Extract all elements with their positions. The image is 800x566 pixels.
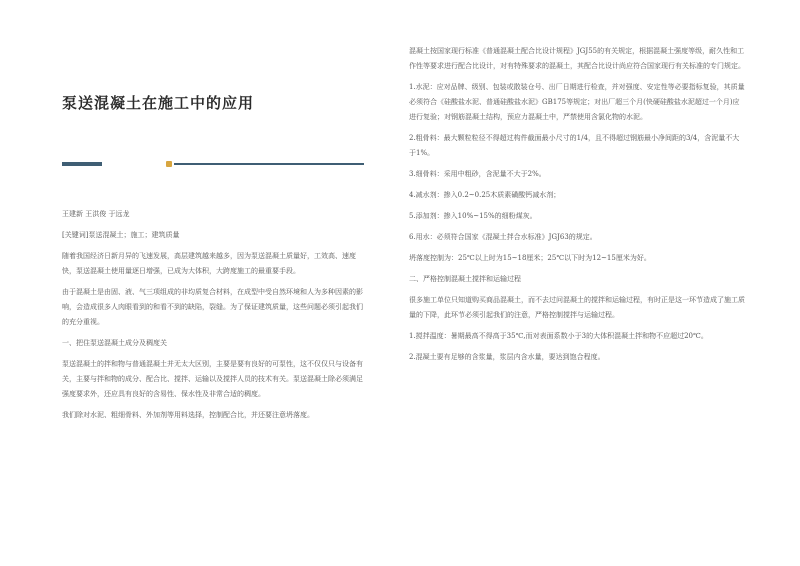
- right-paragraph: 2.混凝土要有足够的含浆量，浆层内含水量，要达到饱合程度。: [409, 353, 605, 361]
- right-paragraph: 2.粗骨料：最大颗粒粒径不得超过构件截面最小尺寸的1/4，且不得超过钢筋最小净间距的3/4，含泥量不大于1%。: [409, 134, 740, 157]
- article-title: 泵送混凝土在施工中的应用: [62, 94, 255, 112]
- left-paragraph: 泵送混凝土的拌和物与普通混凝土并无太大区别，主要是要有良好的可泵性，这不仅仅只与设备有关，主要与拌和物的成分、配合比、搅拌、运输以及搅拌人员的技术有关。泵送混凝土除必须满足强度要求外，还应具有良好的含易性、保水性及非常合适的稠度。: [62, 360, 363, 398]
- right-column: [409, 44, 745, 371]
- left-paragraph: 由于混凝土是由固、液、气三项组成的非均质复合材料，在成型中受自然环境和人为多种因素的影响，会造成很多人肉眼看到的和看不到的缺陷，裂缝。为了保证建筑质量，这些问题必须引起我们的充分重视。: [62, 288, 363, 326]
- right-paragraph: 4.减水剂：掺入0.2~0.25木质素磺酸钙减水剂；: [409, 191, 561, 199]
- title-divider: [62, 162, 364, 166]
- right-paragraph: 混凝土按国家现行标准《普通混凝土配合比设计规程》JGJ55的有关规定，根据混凝土强度等级，耐久性和工作性等要求进行配合比设计，对有特殊要求的混凝土，其配合比设计尚应符合国家现行有关标准的专门规定。: [409, 47, 745, 70]
- divider-bar-left: [62, 162, 102, 166]
- divider-bar-right: [174, 163, 364, 165]
- right-paragraph: 坍落度控制为：25℃以上时为15~18厘米；25℃以下时为12~15厘米为好。: [409, 254, 651, 262]
- right-paragraph: 6.用水：必须符合国家《混凝土拌合水标准》JGJ63的规定。: [409, 233, 597, 241]
- divider-accent-dot: [166, 161, 172, 167]
- section-heading-2: 二、严格控制混凝土搅拌和运输过程: [409, 275, 521, 283]
- right-paragraph: 很多施工单位只知道购买商品混凝土，而不去过问混凝土的搅拌和运输过程，有时正是这一环节造成了施工质量的下降，此环节必须引起我们的注意，严格控制搅拌与运输过程。: [409, 296, 745, 319]
- right-paragraph: 1.水泥：应对品牌、级别、包装或散装仓号、出厂日期进行检查，并对强度、安定性等必要指标复验，其质量必须符合《硅酸盐水泥、普通硅酸盐水泥》GB175等规定；对出厂超三个月(快硬硅酸盐水泥超过一个月)应进行复验；对钢筋混凝土结构，预应力混凝土中，严禁使用含氯化物的水泥。: [409, 83, 745, 121]
- section-heading-1: 一、把住泵送混凝土成分及稠度关: [62, 339, 167, 347]
- left-paragraph: 我们除对水泥、粗细骨料、外加剂等用料选择，控制配合比，并还要注意坍落度。: [62, 411, 314, 419]
- right-paragraph: 3.细骨料：采用中粗砂，含泥量不大于2%。: [409, 170, 546, 178]
- left-paragraph: 随着我国经济日新月异的飞速发展，高层建筑越来越多，因为泵送混凝土质量好，工效高、速度快，泵送混凝土使用量逐日增强，已成为大体积，大跨度施工的最重要手段。: [62, 252, 356, 275]
- keywords-line: [关键词]泵送混凝土；施工；建筑质量: [62, 231, 180, 239]
- right-paragraph: 1.搅拌温度：暑期最高不得高于35℃,而对表面系数小于3的大体积混凝土拌和物不应超过20℃。: [409, 332, 708, 340]
- left-column: [62, 207, 367, 429]
- authors-line: 王建新 王洪俊 于远龙: [62, 210, 130, 218]
- right-paragraph: 5.添加剂：掺入10%~15%的细粉煤灰。: [409, 212, 537, 220]
